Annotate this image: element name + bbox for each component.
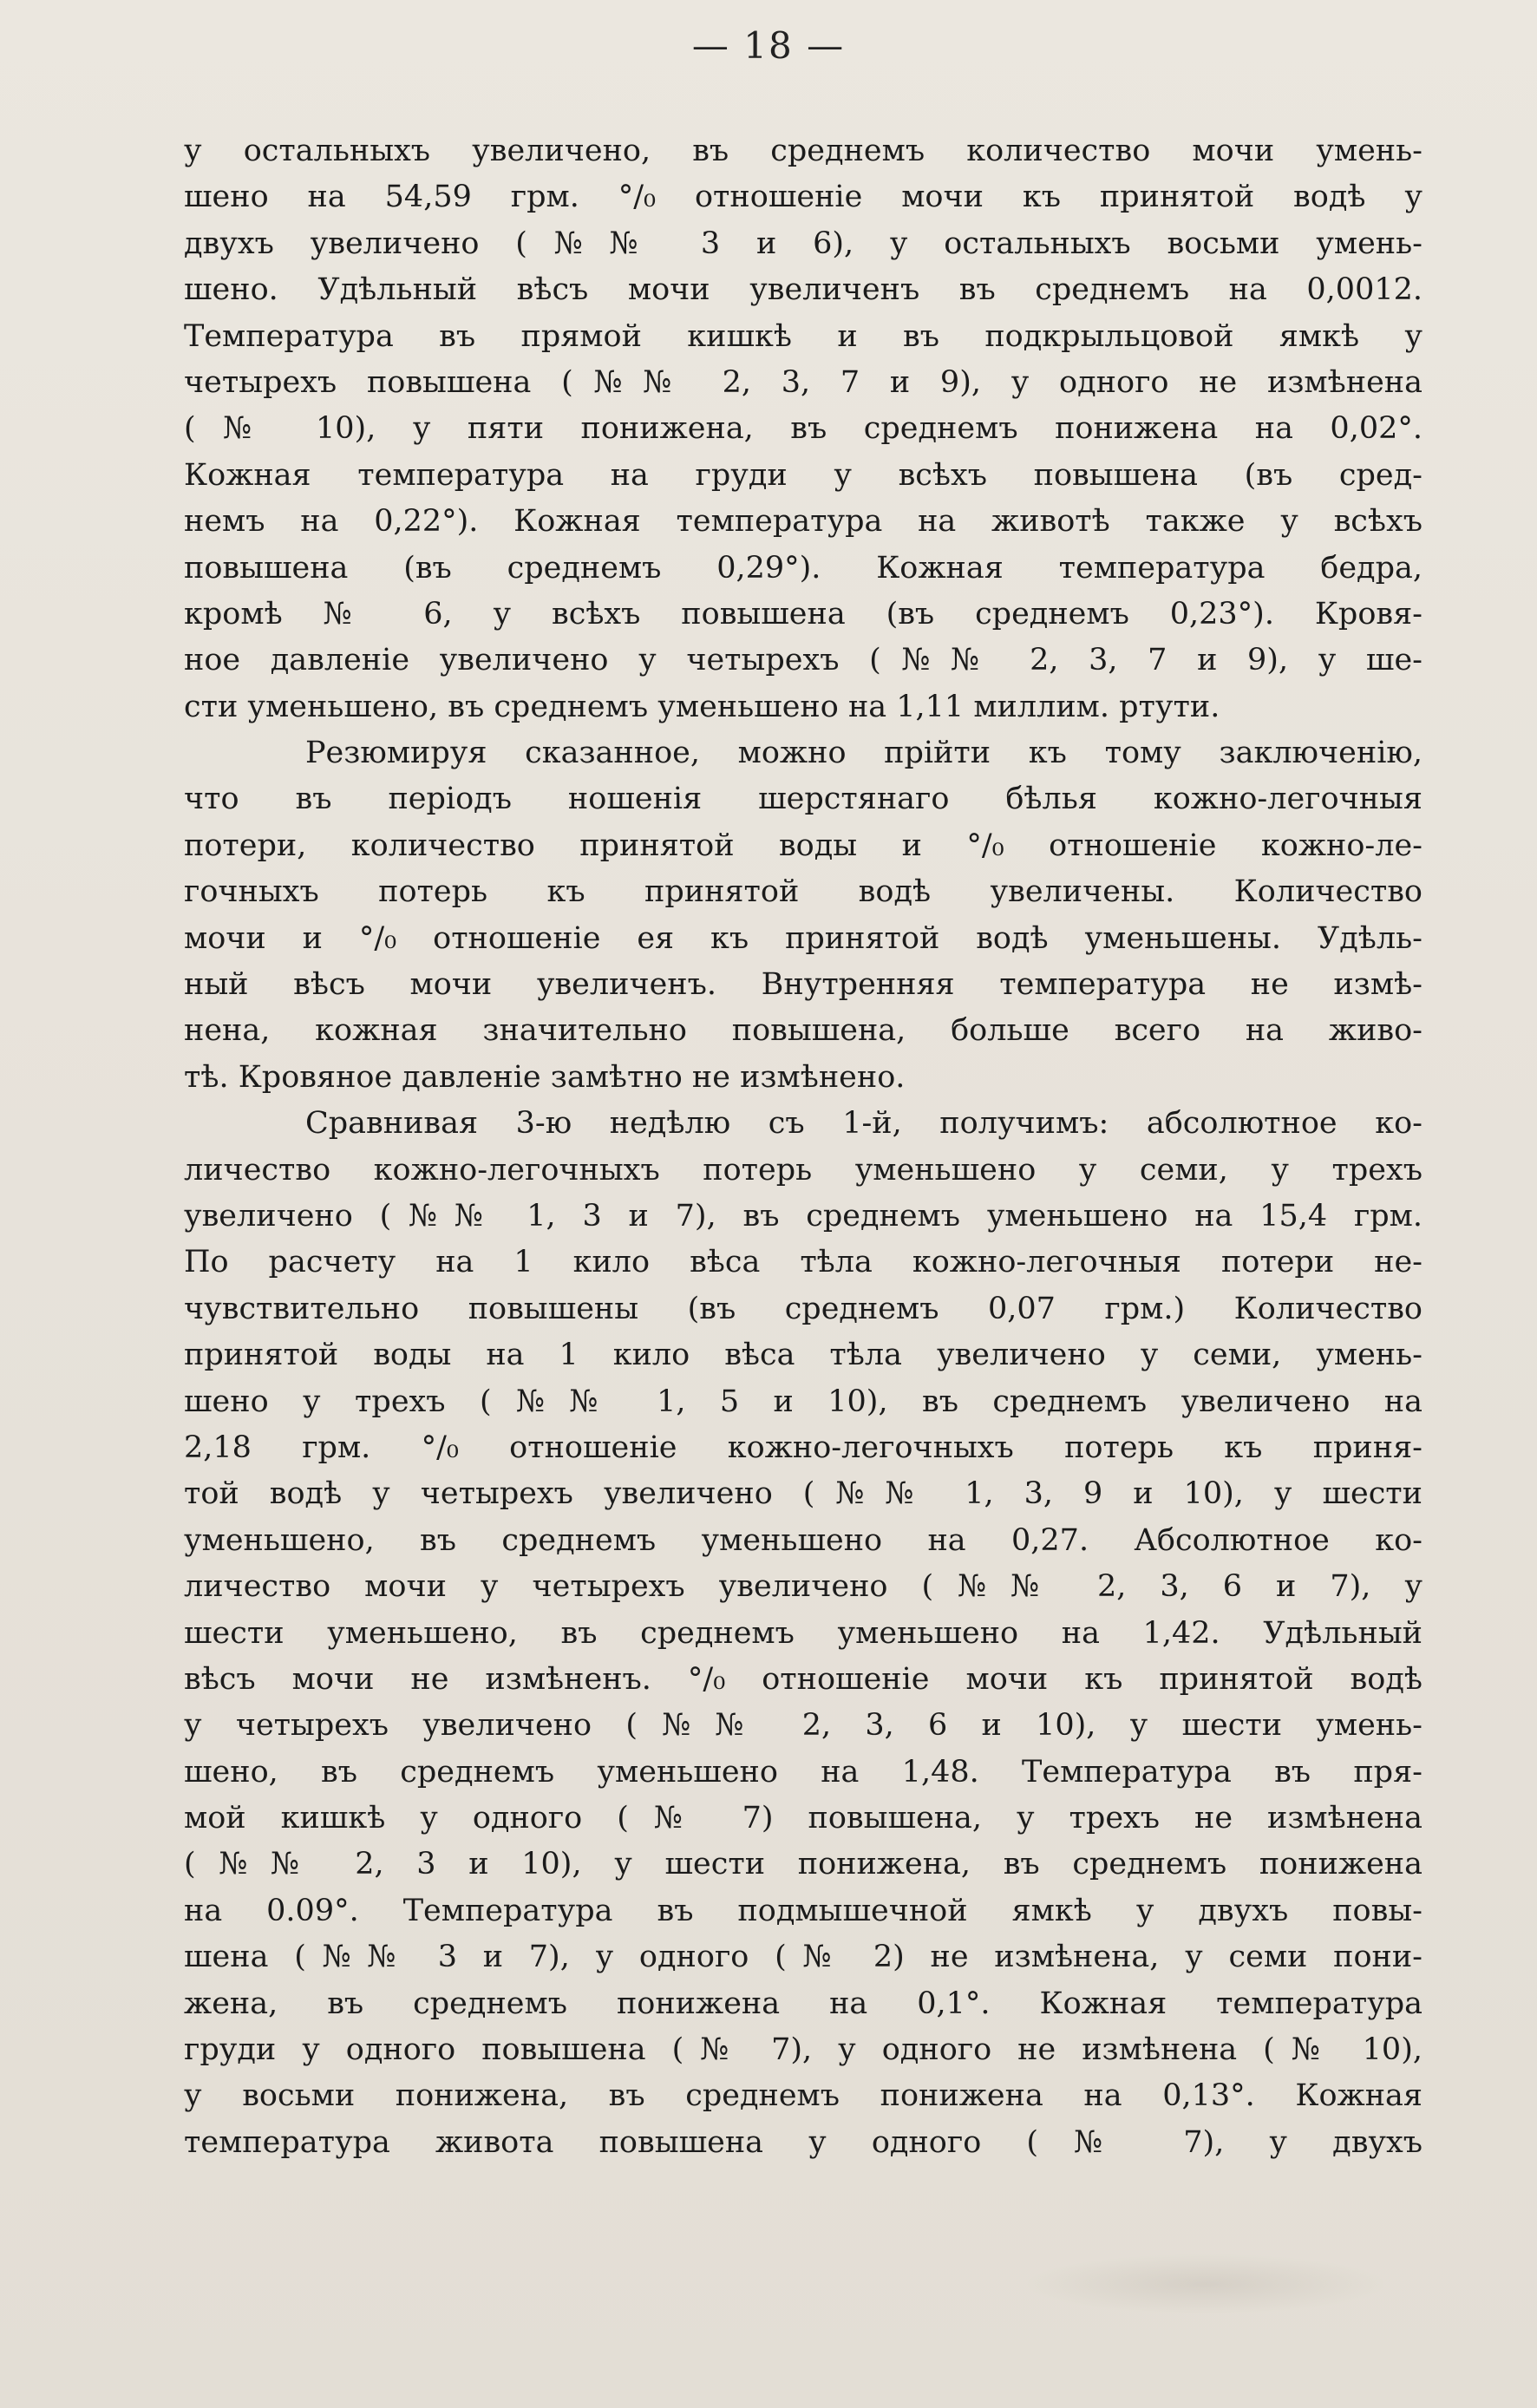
text-line: немъ на 0,22°). Кожная температура на животѣ также у всѣхъ bbox=[184, 504, 1423, 540]
text-line: шено на 54,59 грм. °/₀ отношеніе мочи къ принятой водѣ у bbox=[184, 180, 1423, 215]
text-line: у восьми понижена, въ среднемъ понижена на 0,13°. Кожная bbox=[184, 2078, 1423, 2114]
text-line: той водѣ у четырехъ увеличено (№№ 1, 3, 9 и 10), у шести bbox=[184, 1476, 1423, 1512]
text-line: чувствительно повышены (въ среднемъ 0,07 грм.) Количество bbox=[184, 1291, 1423, 1326]
text-line: ное давленіе увеличено у четырехъ (№№ 2, 3, 7 и 9), у ше- bbox=[184, 643, 1423, 678]
body-text bbox=[184, 128, 1423, 2166]
text-line: 2,18 грм. °/₀ отношеніе кожно-легочныхъ потерь къ приня- bbox=[184, 1430, 1423, 1465]
text-line: шена (№№ 3 и 7), у одного (№ 2) не измѣнена, у семи пони- bbox=[184, 1940, 1423, 1975]
page-number: — 18 — bbox=[691, 24, 846, 67]
text-line: шести уменьшено, въ среднемъ уменьшено на 1,42. Удѣльный bbox=[184, 1615, 1423, 1651]
text-line: груди у одного повышена (№ 7), у одного не измѣнена (№ 10), bbox=[184, 2032, 1423, 2068]
text-line: тѣ. Кровяное давленіе замѣтно не измѣнено. bbox=[184, 1059, 906, 1095]
text-line: ный вѣсъ мочи увеличенъ. Внутренняя температура не измѣ- bbox=[184, 967, 1423, 1003]
text-line: кромѣ № 6, у всѣхъ повышена (въ среднемъ 0,23°). Кровя- bbox=[184, 596, 1423, 631]
text-line: повышена (въ среднемъ 0,29°). Кожная температура бедра, bbox=[184, 550, 1423, 586]
text-line: потери, количество принятой воды и °/₀ отношеніе кожно-ле- bbox=[184, 828, 1423, 863]
text-line: что въ періодъ ношенія шерстянаго бѣлья кожно-легочныя bbox=[184, 782, 1423, 817]
text-line: увеличено (№№ 1, 3 и 7), въ среднемъ уменьшено на 15,4 грм. bbox=[184, 1198, 1423, 1233]
text-line: сти уменьшено, въ среднемъ уменьшено на 1,11 миллим. ртути. bbox=[184, 689, 1220, 724]
text-line: шено, въ среднемъ уменьшено на 1,48. Температура въ пря- bbox=[184, 1754, 1423, 1790]
text-line: температура живота повышена у одного (№ 7), у двухъ bbox=[184, 2124, 1423, 2160]
text-line: двухъ увеличено (№№ 3 и 6), у остальныхъ восьми умень- bbox=[184, 226, 1423, 261]
text-line: жена, въ среднемъ понижена на 0,1°. Кожная температура bbox=[184, 1986, 1423, 2021]
text-line: шено. Удѣльный вѣсъ мочи увеличенъ въ среднемъ на 0,0012. bbox=[184, 272, 1423, 308]
text-line: мой кишкѣ у одного (№ 7) повышена, у трехъ не измѣнена bbox=[184, 1801, 1423, 1836]
text-line: у четырехъ увеличено (№№ 2, 3, 6 и 10), у шести умень- bbox=[184, 1708, 1423, 1744]
text-line: четырехъ повышена (№№ 2, 3, 7 и 9), у одного не измѣнена bbox=[184, 364, 1423, 400]
text-line: шено у трехъ (№№ 1, 5 и 10), въ среднемъ увеличено на bbox=[184, 1384, 1423, 1419]
text-line: (№ 10), у пяти понижена, въ среднемъ понижена на 0,02°. bbox=[184, 411, 1423, 447]
text-line: вѣсъ мочи не измѣненъ. °/₀ отношеніе мочи къ принятой водѣ bbox=[184, 1661, 1423, 1697]
text-line: (№№ 2, 3 и 10), у шести понижена, въ среднемъ понижена bbox=[184, 1847, 1423, 1882]
text-line: По расчету на 1 кило вѣса тѣла кожно-легочныя потери не- bbox=[184, 1245, 1423, 1280]
text-line: принятой воды на 1 кило вѣса тѣла увеличено у семи, умень- bbox=[184, 1338, 1423, 1373]
text-line: нена, кожная значительно повышена, больше всего на живо- bbox=[184, 1013, 1423, 1049]
text-line: Кожная температура на груди у всѣхъ повышена (въ сред- bbox=[184, 457, 1423, 493]
text-line: гочныхъ потерь къ принятой водѣ увеличены. Количество bbox=[184, 874, 1423, 910]
text-line: Резюмируя сказанное, можно прійти къ тому заключенію, bbox=[305, 736, 1423, 771]
text-line: личество мочи у четырехъ увеличено (№№ 2, 3, 6 и 7), у bbox=[184, 1569, 1423, 1605]
text-line: Сравнивая 3-ю недѣлю съ 1-й, получимъ: абсолютное ко- bbox=[305, 1106, 1423, 1142]
text-line: мочи и °/₀ отношеніе ея къ принятой водѣ уменьшены. Удѣль- bbox=[184, 920, 1423, 956]
text-line: Температура въ прямой кишкѣ и въ подкрыльцовой ямкѣ у bbox=[184, 318, 1423, 354]
text-line: уменьшено, въ среднемъ уменьшено на 0,27. Абсолютное ко- bbox=[184, 1522, 1423, 1558]
paper-smudge bbox=[1024, 2254, 1388, 2314]
text-line: на 0.09°. Температура въ подмышечной ямкѣ у двухъ повы- bbox=[184, 1893, 1423, 1928]
text-line: у остальныхъ увеличено, въ среднемъ количество мочи умень- bbox=[184, 134, 1423, 168]
text-line: личество кожно-легочныхъ потерь уменьшено у семи, у трехъ bbox=[184, 1152, 1423, 1188]
